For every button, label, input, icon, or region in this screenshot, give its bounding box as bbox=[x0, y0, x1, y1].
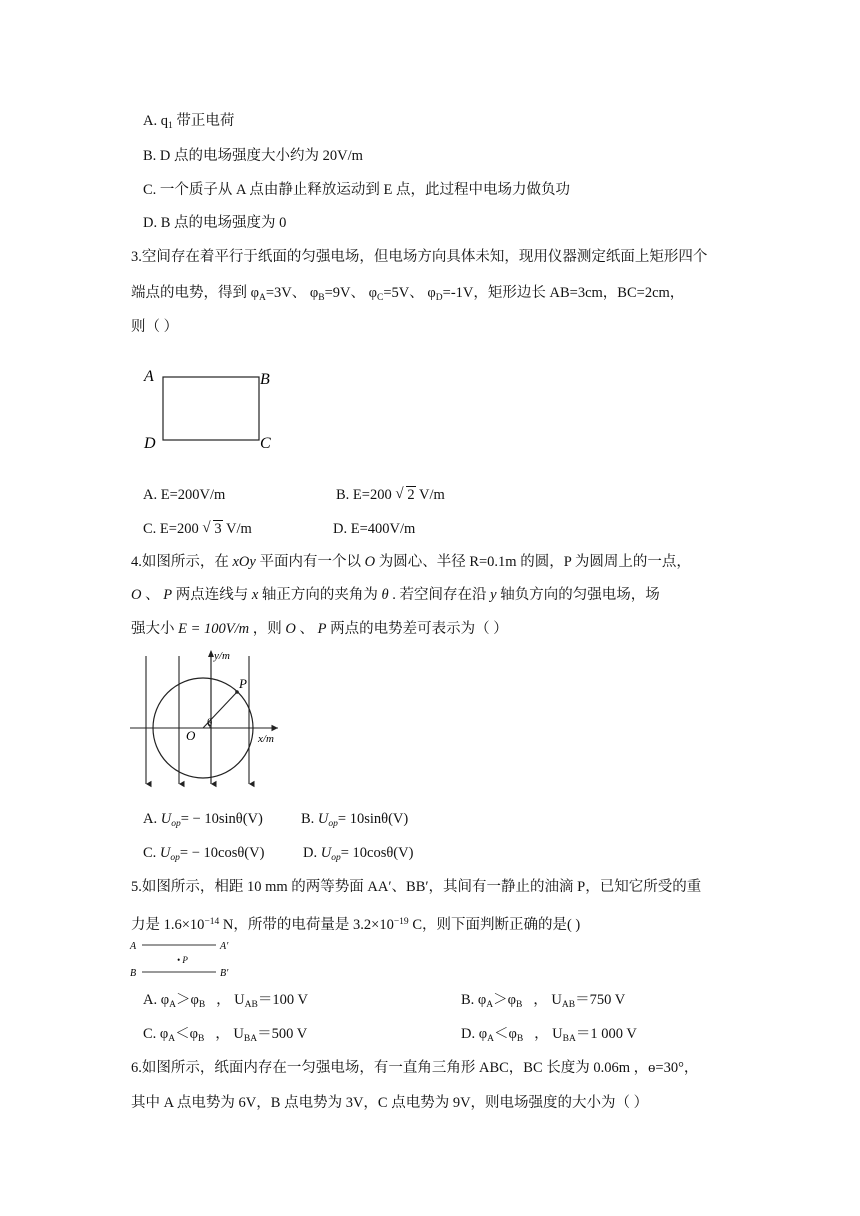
q5-stem-line1: 5.如图所示，相距 10 mm 的两等势面 AA′、BB′，其间有一静止的油滴 P，已知它所受的重 bbox=[131, 879, 702, 895]
rectangle-abcd bbox=[163, 377, 259, 440]
q2-option-b: B. D 点的电场强度大小约为 20V/m bbox=[143, 148, 363, 164]
q5-equipotential-figure bbox=[128, 938, 240, 980]
label-b: B bbox=[130, 968, 137, 979]
label-a: A bbox=[130, 941, 137, 952]
label-theta: θ bbox=[207, 717, 213, 729]
q4-option-b: B. $U_{op}= 10\sin\theta(V)$ bbox=[301, 811, 409, 829]
q5-option-c: C. $\varphi_A<\varphi_B$ ， $U_{BA}=500$ V bbox=[143, 1026, 308, 1044]
q3-option-d: D. E=400V/m bbox=[333, 521, 416, 537]
label-a-prime: A′ bbox=[220, 941, 229, 952]
q5-stem-line2: 力是 $1.6\times 10^{-14}$ N，所带的电荷量是 $3.2\times 10^{-19}$ C，则下面判断正确的是( ) bbox=[131, 917, 581, 933]
q4-option-c: C. $U_{op}= - 10\cos\theta(V)$ bbox=[143, 845, 265, 863]
label-d: D bbox=[144, 435, 156, 452]
q6-stem-line2: 其中 A 点电势为 6V，B 点电势为 3V，C 点电势为 9V，则电场强度的大小为（ ） bbox=[131, 1095, 649, 1111]
q4-stem-line3: 强大小 E = 100V/m ，则 O 、 P 两点的电势差可表示为（ ） bbox=[131, 621, 508, 637]
sqrt-3: √ 3 bbox=[202, 519, 222, 539]
q3-stem-line3: 则（ ） bbox=[131, 319, 179, 335]
q3-option-c: C. E=200 √ 3 V/m bbox=[143, 519, 252, 539]
q6-stem-line1: 6.如图所示，纸面内存在一匀强电场，有一直角三角形 ABC，BC 长度为 0.06m ，ө=30°， bbox=[131, 1060, 699, 1076]
label-b: B bbox=[260, 371, 270, 388]
q5-option-d: D. $\varphi_A<\varphi_B$ ， $U_{BA}=1$ 000 V bbox=[461, 1026, 637, 1044]
q4-stem-line2: O 、 P 两点连线与 x 轴正方向的夹角为 θ . 若空间存在沿 y 轴负方向的匀强电场，场 bbox=[131, 587, 660, 603]
oil-drop-p: • P bbox=[177, 955, 188, 965]
q4-circle-field-figure bbox=[128, 648, 288, 788]
label-a: A bbox=[144, 368, 154, 385]
q3-option-b: B. E=200 √ 2 V/m bbox=[336, 485, 445, 505]
label-b-prime: B′ bbox=[220, 968, 229, 979]
label-x-axis: x/m bbox=[258, 733, 274, 745]
label-y-axis: y/m bbox=[214, 650, 230, 662]
sqrt-2: √ 2 bbox=[395, 485, 415, 505]
q5-option-b: B. $\varphi_A>\varphi_B$ ， $U_{AB}=750$ V bbox=[461, 992, 626, 1010]
q5-option-a: A. $\varphi_A>\varphi_B$ ， $U_{AB}=100$ V bbox=[143, 992, 308, 1010]
q3-stem-line2: 端点的电势，得到 $\varphi_A=3V$、 $\varphi_B=9V$、 $\varphi_C=5V$、 $\varphi_D=-1V$，矩形边长 AB=3cm，BC=2cm， bbox=[131, 285, 685, 303]
q3-option-a: A. E=200V/m bbox=[143, 487, 226, 503]
label-c: C bbox=[260, 435, 271, 452]
q4-option-d: D. $U_{op}= 10\cos\theta(V)$ bbox=[303, 845, 414, 863]
q3-rectangle-figure bbox=[140, 362, 280, 454]
q2-option-c: C. 一个质子从 A 点由静止释放运动到 E 点，此过程中电场力做负功 bbox=[143, 182, 570, 198]
q2-option-d: D. B 点的电场强度为 0 bbox=[143, 215, 287, 231]
label-o: O bbox=[186, 728, 196, 743]
label-p: P bbox=[239, 676, 247, 691]
q2-option-a: A. $q_1$ 带正电荷 bbox=[143, 113, 235, 131]
q4-stem-line1: 4.如图所示，在 xOy 平面内有一个以 O 为圆心、半径 R=0.1m 的圆，P 为圆周上的一点， bbox=[131, 554, 691, 570]
q4-option-a: A. $U_{op}= - 10\sin\theta(V)$ bbox=[143, 811, 263, 829]
q3-stem-line1: 3.空间存在着平行于纸面的匀强电场，但电场方向具体未知，现用仪器测定纸面上矩形四个 bbox=[131, 249, 708, 265]
